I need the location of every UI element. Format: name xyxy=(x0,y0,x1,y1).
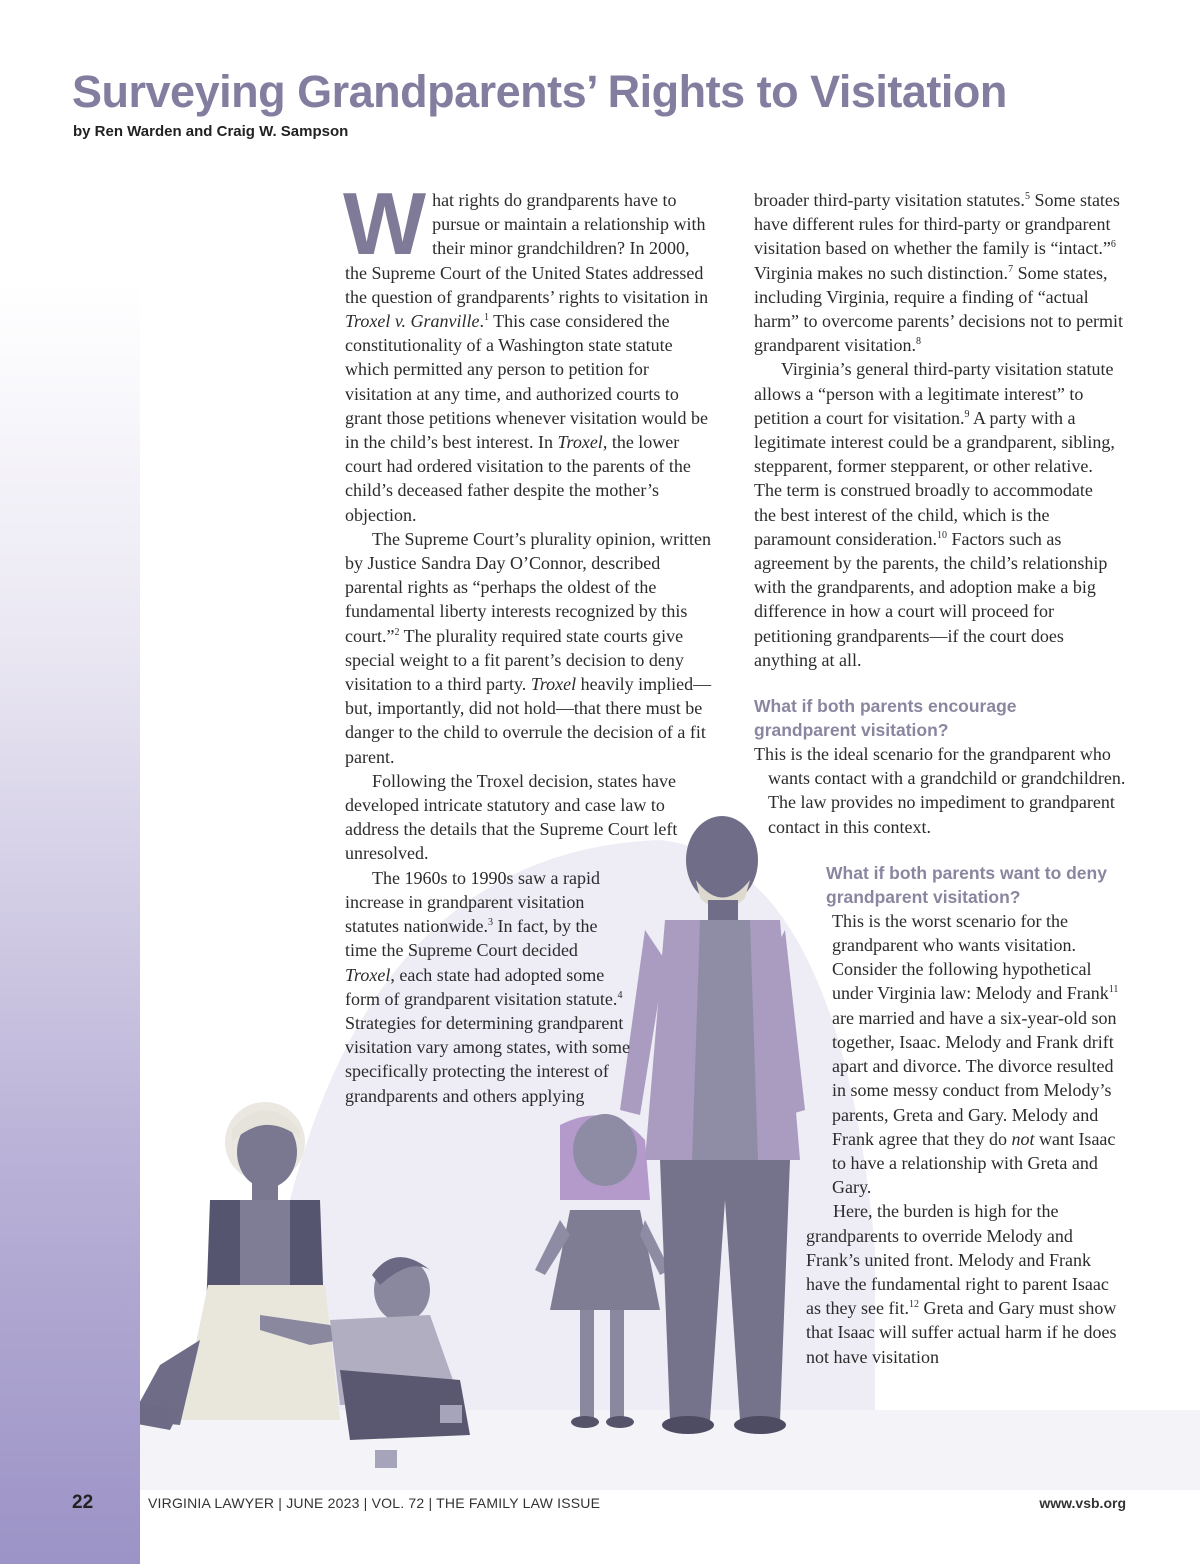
footnote-ref: 9 xyxy=(964,408,970,420)
byline: by Ren Warden and Craig W. Sampson xyxy=(73,123,349,140)
footnote-ref: 1 xyxy=(483,312,489,324)
section-heading-encourage: What if both parents encourage grandparent visitation? xyxy=(754,696,1017,741)
paragraph: The Supreme Court’s plurality opinion, written by Justice Sandra Day O’Connor, described parental rights as “perhaps the oldest of the fundamental liberty interests recognized by this court.”$^2$ The plurality required state courts give special weight to a fit parent’s decision to deny visitation to a third party. Troxel heavily implied—but, importantly, did not hold—that there must be danger to the child to overrule the decision of a fit parent. xyxy=(345,528,712,767)
footnote-ref: 11 xyxy=(1108,984,1119,996)
paragraph: Virginia’s general third-party visitation statute allows a “person with a legitimate interest” to petition a court for visitation.$^9$ A party with a legitimate interest could be a grandparent, sibling, stepparent, former stepparent, or other relative. The term is construed broadly to accommodate the best interest of the child, which is the paramount consideration.$^{10}$ Factors such as agreement by the parents, the child’s relationship with the grandparents, and adoption make a big difference in how a court will proceed for petitioning grandparents—if the court does anything at all. xyxy=(754,359,1115,670)
footnote-ref: 2 xyxy=(394,626,400,638)
footnote-ref: 4 xyxy=(617,989,623,1001)
left-color-band xyxy=(0,0,140,1564)
footnote-ref: 12 xyxy=(908,1299,919,1311)
paragraph: The 1960s to 1990s saw a rapid increase in grandparent visitation statutes nationwide.$^3$ In fact, by the time the Supreme Court decided Troxel, each state had adopted some form of grandparent visitation statute.$^4$ Strategies for determining grandparent visitation vary among states, with some specifically protecting the interest of grandparents and others applying xyxy=(345,867,630,1106)
footnote-ref: 8 xyxy=(915,336,921,348)
website-link[interactable]: www.vsb.org xyxy=(1039,1495,1126,1511)
article-column-2 xyxy=(754,188,1134,1369)
paragraph: Following the Troxel decision, states have developed intricate statutory and case law to address the details that the Supreme Court left unresolved. xyxy=(345,770,678,864)
intro-paragraph: What rights do grandparents have to pursue or maintain a relationship with their minor grandchildren? In 2000, the Supreme Court of the United States addressed the question of grandparents’ rights to visitation in Troxel v. Granville.$^1$ This case considered the constitutionality of a Washington state statute which permitted any person to petition for visitation at any time, and authorized courts to grant those petitions whenever visitation would be in the child’s best interest. In Troxel, the lower court had ordered visitation to the parents of the child’s deceased father despite the mother’s objection. xyxy=(343,174,709,525)
page-footer xyxy=(0,1492,1200,1532)
article-title: Surveying Grandparents’ Rights to Visitation xyxy=(72,66,1007,117)
page-number: 22 xyxy=(72,1492,94,1513)
footnote-ref: 10 xyxy=(936,529,947,541)
paragraph: This is the ideal scenario for the grandparent who wants contact with a grandchild or grandchildren. The law provides no impediment to grandparent contact in this context. xyxy=(754,744,1126,837)
article-column-1 xyxy=(343,174,713,1108)
footnote-ref: 3 xyxy=(487,917,493,929)
footnote-ref: 6 xyxy=(1110,239,1116,251)
paragraph: Here, the burden is high for the grandparents to override Melody and Frank’s united front. Melody and Frank have the fundamental right to parent Isaac as they see fit.$^{12}$ Greta and Gary must show that Isaac will suffer actual harm if he does not have visitation xyxy=(806,1201,1117,1367)
footnote-ref: 7 xyxy=(1008,263,1014,275)
paragraph: This is the worst scenario for the grandparent who wants visitation. Consider the following hypothetical under Virginia law: Melody and Frank$^{11}$ are married and have a six-year-old son together, Isaac. Melody and Frank drift apart and divorce. The divorce resulted in some messy conduct from Melody’s parents, Greta and Gary. Melody and Frank agree that they do not want Isaac to have a relationship with Greta and Gary. xyxy=(832,910,1119,1198)
paragraph: broader third-party visitation statutes.$^5$ Some states have different rules for third-party or grandparent visitation based on whether the family is “intact.”$^6$ Virginia makes no such distinction.$^7$ Some states, including Virginia, require a finding of “actual harm” to overcome parents’ decisions not to permit grandparent visitation.$^8$ xyxy=(754,190,1124,356)
drop-cap: W xyxy=(343,174,427,273)
footnote-ref: 5 xyxy=(1024,191,1030,202)
section-heading-deny: What if both parents want to deny grandparent visitation? xyxy=(826,862,1107,907)
publication-info: VIRGINIA LAWYER | JUNE 2023 | VOL. 72 | THE FAMILY LAW ISSUE xyxy=(148,1495,601,1511)
